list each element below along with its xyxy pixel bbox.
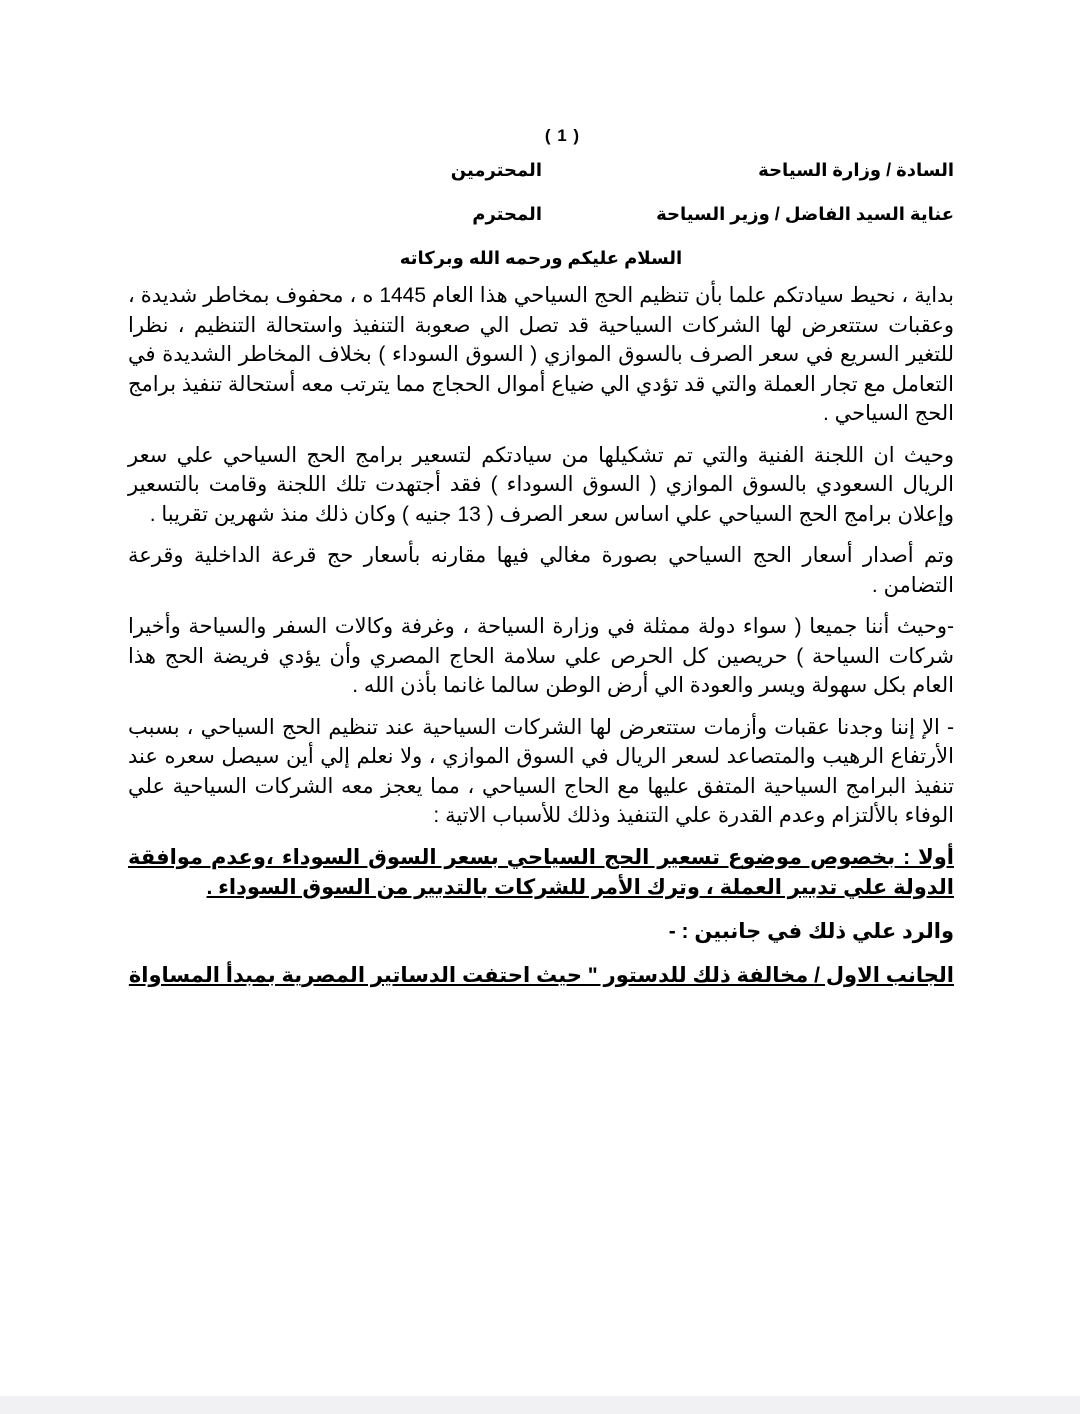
first-point-heading: أولا : بخصوص موضوع تسعير الحج السياحي بسعر السوق السوداء ،وعدم موافقة الدولة علي تدبير العملة ، وترك الأمر للشركات بالتدبير من السوق السوداء . xyxy=(128,845,954,899)
addressee-ministry xyxy=(128,160,954,186)
greeting: السلام عليكم ورحمه الله وبركاته xyxy=(399,248,683,268)
paragraph-obstacles: - الإ إننا وجدنا عقبات وأزمات ستتعرض لها الشركات السياحية عند تنظيم الحج السياحي ، بسبب الأرتفاع الرهيب والمتصاعد لسعر الريال في السوق الموازي ، ولا نعلم إلي أين سيصل سعره عند تنفيذ البرامج السياحية المتفق عليها مع الحاج السياحي ، مما يعجز معه الشركات السياحية علي الوفاء بالألتزام وعدم القدرة علي التنفيذ وذلك للأسباب الاتية : xyxy=(128,715,954,827)
addressee-minister-to: عناية السيد الفاضل / وزير السياحة xyxy=(656,204,954,224)
letter-body xyxy=(128,126,954,1005)
addressee-ministry-to: السادة / وزارة السياحة xyxy=(758,160,954,180)
reply-intro: والرد علي ذلك في جانبين : - xyxy=(668,919,954,943)
page-number: ( 1 ) xyxy=(544,126,581,145)
side-one-text: مخالفة ذلك للدستور " حيث احتفت الدساتير المصرية بمبدأ المساواة xyxy=(128,963,815,987)
paragraph-safety: -وحيث أننا جميعا ( سواء دولة ممثلة في وزارة السياحة ، وغرفة وكالات السفر والسياحة وأخيرا شركات السياحة ) حريصين كل الحرص علي سلامة الحاج المصري وأن يؤدي فريضة الحج هذا العام بكل سهولة ويسر والعودة الي أرض الوطن سالما غانما بأذن الله . xyxy=(128,615,954,697)
side-one-label: الجانب الاول / xyxy=(814,963,954,987)
side-one xyxy=(128,961,954,991)
addressee-minister xyxy=(128,204,954,230)
bottom-strip xyxy=(0,1396,1080,1414)
paragraph-intro: بداية ، نحيط سيادتكم علما بأن تنظيم الحج السياحي هذا العام 1445 ه ، محفوف بمخاطر شديدة ، وعقبات ستتعرض لها الشركات السياحية قد تصل الي صعوبة التنفيذ واستحالة التنظيم ، نظرا للتغير السريع في سعر الصرف بالسوق الموازي ( السوق السوداء ) بخلاف المخاطر الشديدة في التعامل مع تجار العملة والتي قد تؤدي الي ضياع أموال الحجاج مما يترتب معه أستحالة تنفيذ برامج الحج السياحي . xyxy=(128,284,955,425)
addressee-minister-honorific: المحترم xyxy=(472,204,542,224)
paragraph-prices: وتم أصدار أسعار الحج السياحي بصورة مغالي فيها مقارنه بأسعار حج قرعة الداخلية وقرعة التضامن . xyxy=(128,544,954,597)
addressee-ministry-honorific: المحترمين xyxy=(450,160,542,180)
paragraph-committee: وحيث ان اللجنة الفنية والتي تم تشكيلها من سيادتكم لتسعير برامج الحج السياحي علي سعر الريال السعودي بالسوق الموازي ( السوق السوداء ) فقد أجتهدت تلك اللجنة وقامت بالتسعير وإعلان برامج الحج السياحي علي اساس سعر الصرف ( 13 جنيه ) وكان ذلك منذ شهرين تقريبا . xyxy=(128,443,954,526)
